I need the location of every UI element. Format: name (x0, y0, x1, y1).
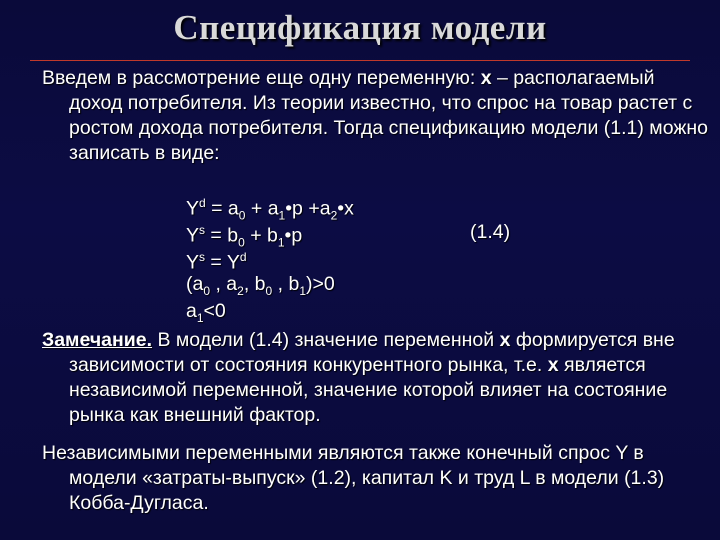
equation-demand: $Y^d = a_0$ + $a_1•p$ $+a_2•x$ (186, 196, 354, 223)
equation-number: (1.4) (470, 221, 511, 243)
closing-paragraph: Независимыми переменными являются также конечный спрос Y в модели «затраты-выпуск» (1.2), капитал K и труд L в модели (1.3) Кобба-Дугласа. (42, 442, 665, 514)
variable-x: х (499, 329, 511, 351)
equation-positive-params: ($a_0$ , $a_2$, $b_0$ , $b_1)>0$ (186, 273, 335, 298)
closing-block (42, 441, 682, 516)
slide-title: Спецификация модели (173, 8, 547, 47)
remark-block (42, 328, 682, 428)
title-underline (30, 60, 690, 61)
equation-equilibrium: $Y^s = Y^d$ (186, 250, 247, 274)
equation-supply: $Y^s = b_0$ + $b_1•p$ (186, 223, 303, 250)
variable-x: х (547, 354, 559, 376)
intro-text-end: – располагаемый доход потребителя. Из теории известно, что спрос на товар растет с ростом дохода потребителя. Тогда спецификацию модели (1.1) можно записать в виде: (69, 67, 708, 164)
remark-label: Замечание. (42, 329, 153, 351)
variable-x: х (480, 67, 492, 89)
intro-paragraph (42, 66, 709, 166)
equation-negative-param: $a_1<0$ (186, 300, 226, 325)
intro-text-start: Введем в рассмотрение еще одну переменную: (42, 67, 481, 89)
remark-paragraph: Замечание. В модели (1.4) значение переменной х формируется вне зависимости от состояния конкурентного рынка, т.е. х является независимой переменной, значение которой влияет на состояние рынка как внешний фактор. (42, 329, 675, 426)
